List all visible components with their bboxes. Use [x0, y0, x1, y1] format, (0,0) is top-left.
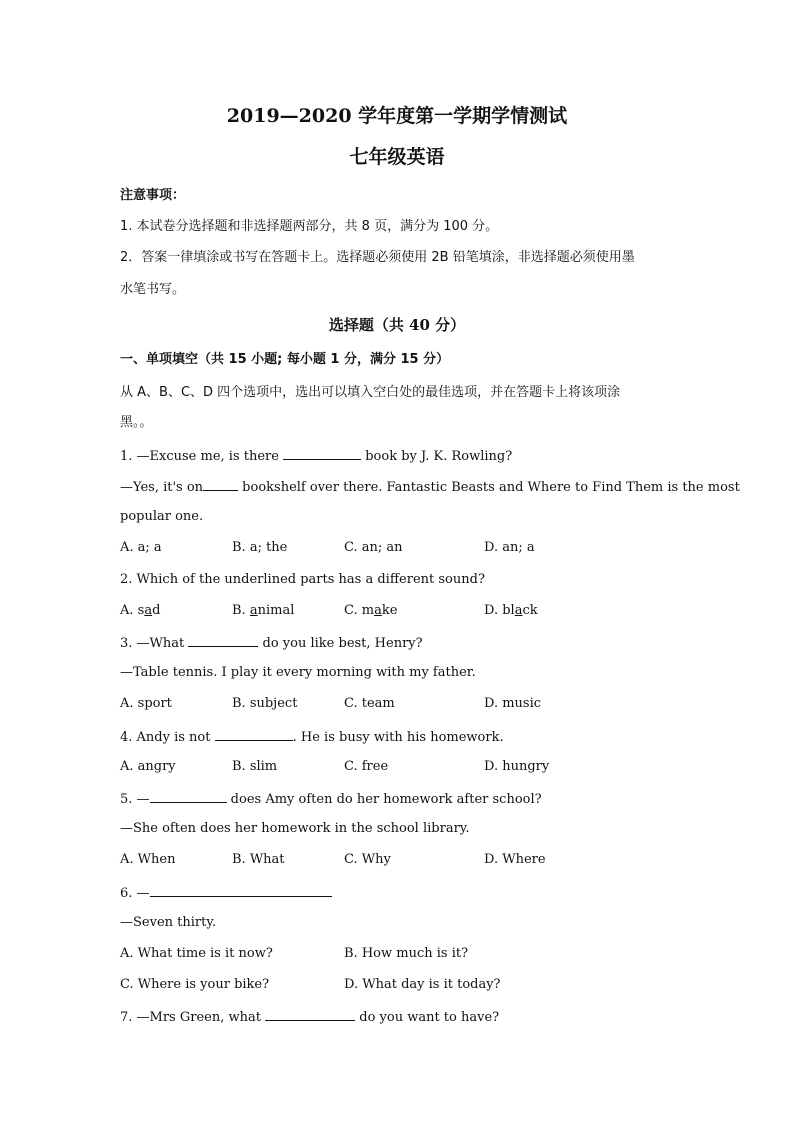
question-1-text: 1. —Excuse me, is there — [120, 449, 284, 464]
instruction-line-1: 从 A、B、C、D 四个选项中，选出可以填入空白处的最佳选项，并在答题卡上将该项涂 — [120, 385, 621, 400]
question-3-text-end: do you like best, Henry? — [258, 636, 423, 651]
q6-option-b: B. How much is it? — [344, 946, 469, 961]
question-7 — [120, 1007, 499, 1027]
question-4-text-end: . He is busy with his homework. — [292, 730, 504, 745]
question-1-text-end: book by J. K. Rowling? — [361, 449, 513, 464]
q1-option-a: A. a; a — [120, 540, 162, 555]
q1-option-b: B. a; the — [232, 540, 288, 555]
answer-blank — [283, 446, 361, 460]
underlined-letter: a — [249, 603, 258, 618]
option-text-end: ke — [381, 603, 398, 618]
question-4-text: 4. Andy is not — [120, 730, 215, 745]
question-6-text: 6. — — [120, 886, 150, 901]
q4-option-d: D. hungry — [484, 759, 550, 774]
q5-option-a: A. When — [120, 852, 176, 867]
underlined-letter: a — [144, 603, 153, 618]
question-5-text: 5. — — [120, 792, 150, 807]
option-text: C. m — [344, 603, 375, 618]
q6-option-d: D. What day is it today? — [344, 977, 501, 992]
question-7-text: 7. —Mrs Green, what — [120, 1010, 266, 1025]
q2-option-d — [484, 602, 538, 620]
option-text-end: d — [152, 603, 161, 618]
q6-option-a: A. What time is it now? — [120, 946, 273, 961]
q1-option-c: C. an; an — [344, 540, 403, 555]
section-title: 选择题（共 40 分） — [328, 316, 466, 334]
option-text: B. — [232, 603, 250, 618]
question-3-text: 3. —What — [120, 636, 189, 651]
option-text-end: nimal — [257, 603, 295, 618]
answer-blank — [150, 789, 227, 803]
q4-option-b: B. slim — [232, 759, 278, 774]
q5-option-c: C. Why — [344, 852, 391, 867]
q4-option-c: C. free — [344, 759, 389, 774]
underlined-letter: a — [514, 603, 523, 618]
q3-option-d: D. music — [484, 696, 542, 711]
answer-blank — [215, 727, 293, 741]
option-text: D. bl — [484, 603, 515, 618]
q6-option-c: C. Where is your bike? — [120, 977, 270, 992]
q3-option-b: B. subject — [232, 696, 298, 711]
answer-blank — [150, 883, 332, 897]
question-5 — [120, 789, 542, 809]
q2-option-b — [232, 602, 294, 620]
question-5-text-end: does Amy often do her homework after school? — [226, 792, 542, 807]
question-6-reply: —Seven thirty. — [120, 915, 217, 930]
notes-line-2: 2．答案一律填涂或书写在答题卡上。选择题必须使用 2B 铅笔填涂，非选择题必须使用墨 — [120, 250, 635, 265]
q5-option-b: B. What — [232, 852, 285, 867]
question-1 — [120, 446, 512, 466]
notes-heading: 注意事项： — [120, 188, 186, 203]
question-3-reply: —Table tennis. I play it every morning with my father. — [120, 665, 476, 680]
question-5-reply: —She often does her homework in the school library. — [120, 821, 470, 836]
option-text: A. s — [120, 603, 145, 618]
reply-text: —Yes, it's on — [120, 480, 204, 495]
instruction-line-2: 黑。。 — [120, 415, 153, 430]
answer-blank — [203, 477, 238, 491]
question-7-text-end: do you want to have? — [355, 1010, 500, 1025]
q3-option-a: A. sport — [120, 696, 172, 711]
exam-title: 2019—2020 学年度第一学期学情测试 — [226, 105, 568, 127]
answer-blank — [265, 1007, 355, 1021]
question-6 — [120, 883, 332, 903]
reply-text-end: bookshelf over there. Fantastic Beasts and Where to Find Them is the most — [238, 480, 740, 495]
q2-option-a — [120, 602, 160, 620]
question-4 — [120, 727, 504, 747]
exam-subtitle: 七年级英语 — [349, 146, 445, 168]
option-text-end: ck — [522, 603, 538, 618]
notes-line-1: 1. 本试卷分选择题和非选择题两部分，共 8 页，满分为 100 分。 — [120, 219, 499, 234]
q2-option-c — [344, 602, 397, 620]
answer-blank — [188, 633, 258, 647]
question-1-reply — [120, 477, 740, 497]
part-title: 一、单项填空（共 15 小题; 每小题 1 分，满分 15 分） — [120, 352, 450, 367]
question-3 — [120, 633, 423, 653]
q4-option-a: A. angry — [120, 759, 176, 774]
question-2: 2. Which of the underlined parts has a different sound? — [120, 572, 485, 587]
underlined-letter: a — [374, 603, 382, 618]
q5-option-d: D. Where — [484, 852, 546, 867]
q3-option-c: C. team — [344, 696, 395, 711]
q1-option-d: D. an; a — [484, 540, 535, 555]
question-1-reply-cont: popular one. — [120, 509, 204, 524]
notes-line-3: 水笔书写。 — [120, 282, 186, 297]
